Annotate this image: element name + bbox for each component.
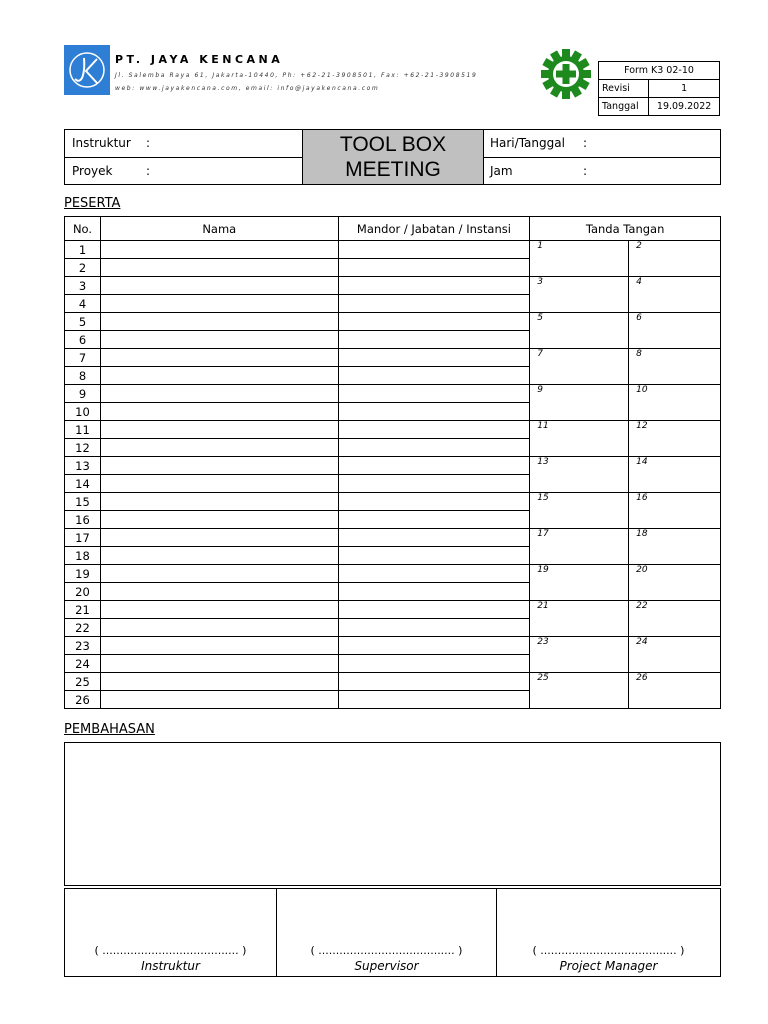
jabatan-cell[interactable] — [338, 493, 530, 511]
signature-cell[interactable] — [530, 349, 629, 385]
pembahasan-box[interactable] — [64, 742, 721, 886]
row-number: 26 — [65, 691, 101, 709]
jabatan-cell[interactable] — [338, 295, 530, 313]
signature-number: 17 — [537, 529, 549, 539]
signature-number: 19 — [537, 565, 549, 575]
company-logo — [64, 45, 110, 95]
nama-cell[interactable] — [100, 259, 338, 277]
signature-cell[interactable] — [530, 637, 629, 673]
info-divider-right — [484, 157, 721, 158]
row-number: 7 — [65, 349, 101, 367]
signature-number: 21 — [537, 601, 549, 611]
row-number: 24 — [65, 655, 101, 673]
signature-number: 6 — [636, 313, 642, 323]
peserta-section-label: PESERTA — [64, 196, 121, 211]
table-row — [65, 457, 721, 475]
jam-label: Jam — [490, 164, 513, 178]
row-number: 15 — [65, 493, 101, 511]
signature-cell[interactable] — [629, 385, 721, 421]
nama-cell[interactable] — [100, 511, 338, 529]
k3-safety-icon — [540, 48, 592, 100]
signature-number: 10 — [636, 385, 648, 395]
nama-cell[interactable] — [100, 313, 338, 331]
row-number: 6 — [65, 331, 101, 349]
table-row — [65, 529, 721, 547]
col-header-no: No. — [65, 217, 101, 241]
signature-number: 18 — [636, 529, 648, 539]
signature-cell[interactable] — [530, 529, 629, 565]
table-row — [65, 493, 721, 511]
row-number: 8 — [65, 367, 101, 385]
signature-number: 7 — [537, 349, 543, 359]
jabatan-cell[interactable] — [338, 691, 530, 709]
company-address: Jl. Salemba Raya 61, Jakarta-10440, Ph: +62-21-3908501, Fax: +62-21-3908519 — [115, 72, 478, 79]
nama-cell[interactable] — [100, 349, 338, 367]
signature-number: 20 — [636, 565, 648, 575]
tanggal-label: Tanggal — [599, 98, 649, 116]
jabatan-cell[interactable] — [338, 385, 530, 403]
nama-cell[interactable] — [100, 565, 338, 583]
signature-number: 11 — [537, 421, 549, 431]
signature-number: 13 — [537, 457, 549, 467]
nama-cell[interactable] — [100, 493, 338, 511]
company-name: PT. JAYA KENCANA — [115, 53, 284, 66]
jabatan-cell[interactable] — [338, 583, 530, 601]
row-number: 1 — [65, 241, 101, 259]
jabatan-cell[interactable] — [338, 421, 530, 439]
row-number: 4 — [65, 295, 101, 313]
signoff-supervisor[interactable] — [277, 889, 496, 976]
signature-number: 22 — [636, 601, 648, 611]
signature-cell[interactable] — [530, 673, 629, 709]
nama-cell[interactable] — [100, 583, 338, 601]
signature-number: 12 — [636, 421, 648, 431]
row-number: 23 — [65, 637, 101, 655]
table-row — [65, 313, 721, 331]
nama-cell[interactable] — [100, 529, 338, 547]
table-row — [65, 385, 721, 403]
nama-cell[interactable] — [100, 691, 338, 709]
signature-cell[interactable] — [629, 277, 721, 313]
form-code: Form K3 02-10 — [599, 62, 720, 80]
signature-number: 8 — [636, 349, 642, 359]
jabatan-cell[interactable] — [338, 259, 530, 277]
jabatan-cell[interactable] — [338, 331, 530, 349]
row-number: 21 — [65, 601, 101, 619]
jabatan-cell[interactable] — [338, 457, 530, 475]
nama-cell[interactable] — [100, 655, 338, 673]
nama-cell[interactable] — [100, 601, 338, 619]
signature-cell[interactable] — [530, 313, 629, 349]
row-number: 22 — [65, 619, 101, 637]
signature-cell[interactable] — [530, 493, 629, 529]
hari-tanggal-label: Hari/Tanggal — [490, 136, 565, 150]
signature-cell[interactable] — [629, 241, 721, 277]
signature-cell[interactable] — [530, 457, 629, 493]
role-project-manager: Project Manager — [559, 959, 658, 973]
col-header-tanda-tangan: Tanda Tangan — [530, 217, 721, 241]
pembahasan-section-label: PEMBAHASAN — [64, 722, 155, 737]
form-info-table — [598, 61, 720, 116]
jabatan-cell[interactable] — [338, 637, 530, 655]
jabatan-cell[interactable] — [338, 277, 530, 295]
signature-line: ( ....................................... ) — [310, 944, 463, 957]
signature-number: 4 — [636, 277, 642, 287]
table-row — [65, 565, 721, 583]
nama-cell[interactable] — [100, 295, 338, 313]
table-row — [65, 637, 721, 655]
participants-table — [64, 216, 721, 709]
signature-cell[interactable] — [629, 637, 721, 673]
nama-cell[interactable] — [100, 637, 338, 655]
signature-line: ( ....................................... ) — [94, 944, 247, 957]
signature-number: 14 — [636, 457, 648, 467]
table-row — [65, 277, 721, 295]
signature-cell[interactable] — [629, 565, 721, 601]
signature-number: 24 — [636, 637, 648, 647]
proyek-colon: : — [146, 164, 151, 178]
table-row — [65, 349, 721, 367]
row-number: 2 — [65, 259, 101, 277]
jabatan-cell[interactable] — [338, 565, 530, 583]
nama-cell[interactable] — [100, 421, 338, 439]
jabatan-cell[interactable] — [338, 529, 530, 547]
participants-body — [65, 241, 721, 709]
instruktur-colon: : — [146, 136, 151, 150]
signature-cell[interactable] — [530, 565, 629, 601]
row-number: 9 — [65, 385, 101, 403]
nama-cell[interactable] — [100, 367, 338, 385]
signature-cell[interactable] — [629, 457, 721, 493]
jabatan-cell[interactable] — [338, 403, 530, 421]
signature-number: 15 — [537, 493, 549, 503]
row-number: 25 — [65, 673, 101, 691]
row-number: 13 — [65, 457, 101, 475]
nama-cell[interactable] — [100, 385, 338, 403]
table-row — [65, 673, 721, 691]
proyek-label: Proyek — [72, 164, 113, 178]
row-number: 20 — [65, 583, 101, 601]
signature-cell[interactable] — [530, 421, 629, 457]
info-divider-left — [65, 157, 302, 158]
title-line-2: MEETING — [345, 158, 441, 181]
table-row — [65, 241, 721, 259]
revisi-value: 1 — [649, 80, 720, 98]
jabatan-cell[interactable] — [338, 367, 530, 385]
document-title — [302, 130, 484, 184]
role-supervisor: Supervisor — [354, 959, 419, 973]
table-row — [65, 421, 721, 439]
row-number: 10 — [65, 403, 101, 421]
signature-cell[interactable] — [629, 349, 721, 385]
signature-cell[interactable] — [530, 241, 629, 277]
col-header-jabatan: Mandor / Jabatan / Instansi — [338, 217, 530, 241]
nama-cell[interactable] — [100, 241, 338, 259]
instruktur-label: Instruktur — [72, 136, 131, 150]
jabatan-cell[interactable] — [338, 313, 530, 331]
jabatan-cell[interactable] — [338, 439, 530, 457]
nama-cell[interactable] — [100, 277, 338, 295]
nama-cell[interactable] — [100, 403, 338, 421]
row-number: 12 — [65, 439, 101, 457]
nama-cell[interactable] — [100, 673, 338, 691]
row-number: 11 — [65, 421, 101, 439]
signature-number: 2 — [636, 241, 642, 251]
signature-number: 1 — [537, 241, 543, 251]
meeting-info-box — [64, 129, 721, 185]
jam-colon: : — [583, 164, 588, 178]
row-number: 3 — [65, 277, 101, 295]
signature-cell[interactable] — [629, 673, 721, 709]
jabatan-cell[interactable] — [338, 601, 530, 619]
signature-cell[interactable] — [629, 421, 721, 457]
signature-cell[interactable] — [530, 277, 629, 313]
signoff-instruktur[interactable] — [65, 889, 276, 976]
tanggal-value: 19.09.2022 — [649, 98, 720, 116]
jabatan-cell[interactable] — [338, 619, 530, 637]
nama-cell[interactable] — [100, 457, 338, 475]
col-header-nama: Nama — [100, 217, 338, 241]
signature-line: ( ....................................... ) — [532, 944, 685, 957]
signature-cell[interactable] — [530, 385, 629, 421]
revisi-label: Revisi — [599, 80, 649, 98]
jabatan-cell[interactable] — [338, 673, 530, 691]
signature-number: 26 — [636, 673, 648, 683]
company-web: web: www.jayakencana.com, email: info@jayakencana.com — [115, 85, 380, 92]
signature-cell[interactable] — [629, 601, 721, 637]
signature-number: 9 — [537, 385, 543, 395]
nama-cell[interactable] — [100, 439, 338, 457]
signature-cell[interactable] — [530, 601, 629, 637]
signature-number: 5 — [537, 313, 543, 323]
signature-cell[interactable] — [629, 493, 721, 529]
signature-number: 3 — [537, 277, 543, 287]
signature-cell[interactable] — [629, 313, 721, 349]
jabatan-cell[interactable] — [338, 547, 530, 565]
row-number: 14 — [65, 475, 101, 493]
signoff-box — [64, 888, 721, 977]
jk-logo-icon — [64, 45, 110, 95]
signature-number: 16 — [636, 493, 648, 503]
jabatan-cell[interactable] — [338, 655, 530, 673]
nama-cell[interactable] — [100, 547, 338, 565]
jabatan-cell[interactable] — [338, 511, 530, 529]
row-number: 5 — [65, 313, 101, 331]
row-number: 19 — [65, 565, 101, 583]
jabatan-cell[interactable] — [338, 349, 530, 367]
nama-cell[interactable] — [100, 619, 338, 637]
role-instruktur: Instruktur — [141, 959, 200, 973]
jabatan-cell[interactable] — [338, 475, 530, 493]
title-line-1: TOOL BOX — [339, 133, 447, 156]
nama-cell[interactable] — [100, 331, 338, 349]
hari-tanggal-colon: : — [583, 136, 588, 150]
row-number: 16 — [65, 511, 101, 529]
jabatan-cell[interactable] — [338, 241, 530, 259]
row-number: 17 — [65, 529, 101, 547]
table-row — [65, 601, 721, 619]
row-number: 18 — [65, 547, 101, 565]
signature-number: 25 — [537, 673, 549, 683]
signature-number: 23 — [537, 637, 549, 647]
signature-cell[interactable] — [629, 529, 721, 565]
signoff-project-manager[interactable] — [497, 889, 720, 976]
nama-cell[interactable] — [100, 475, 338, 493]
